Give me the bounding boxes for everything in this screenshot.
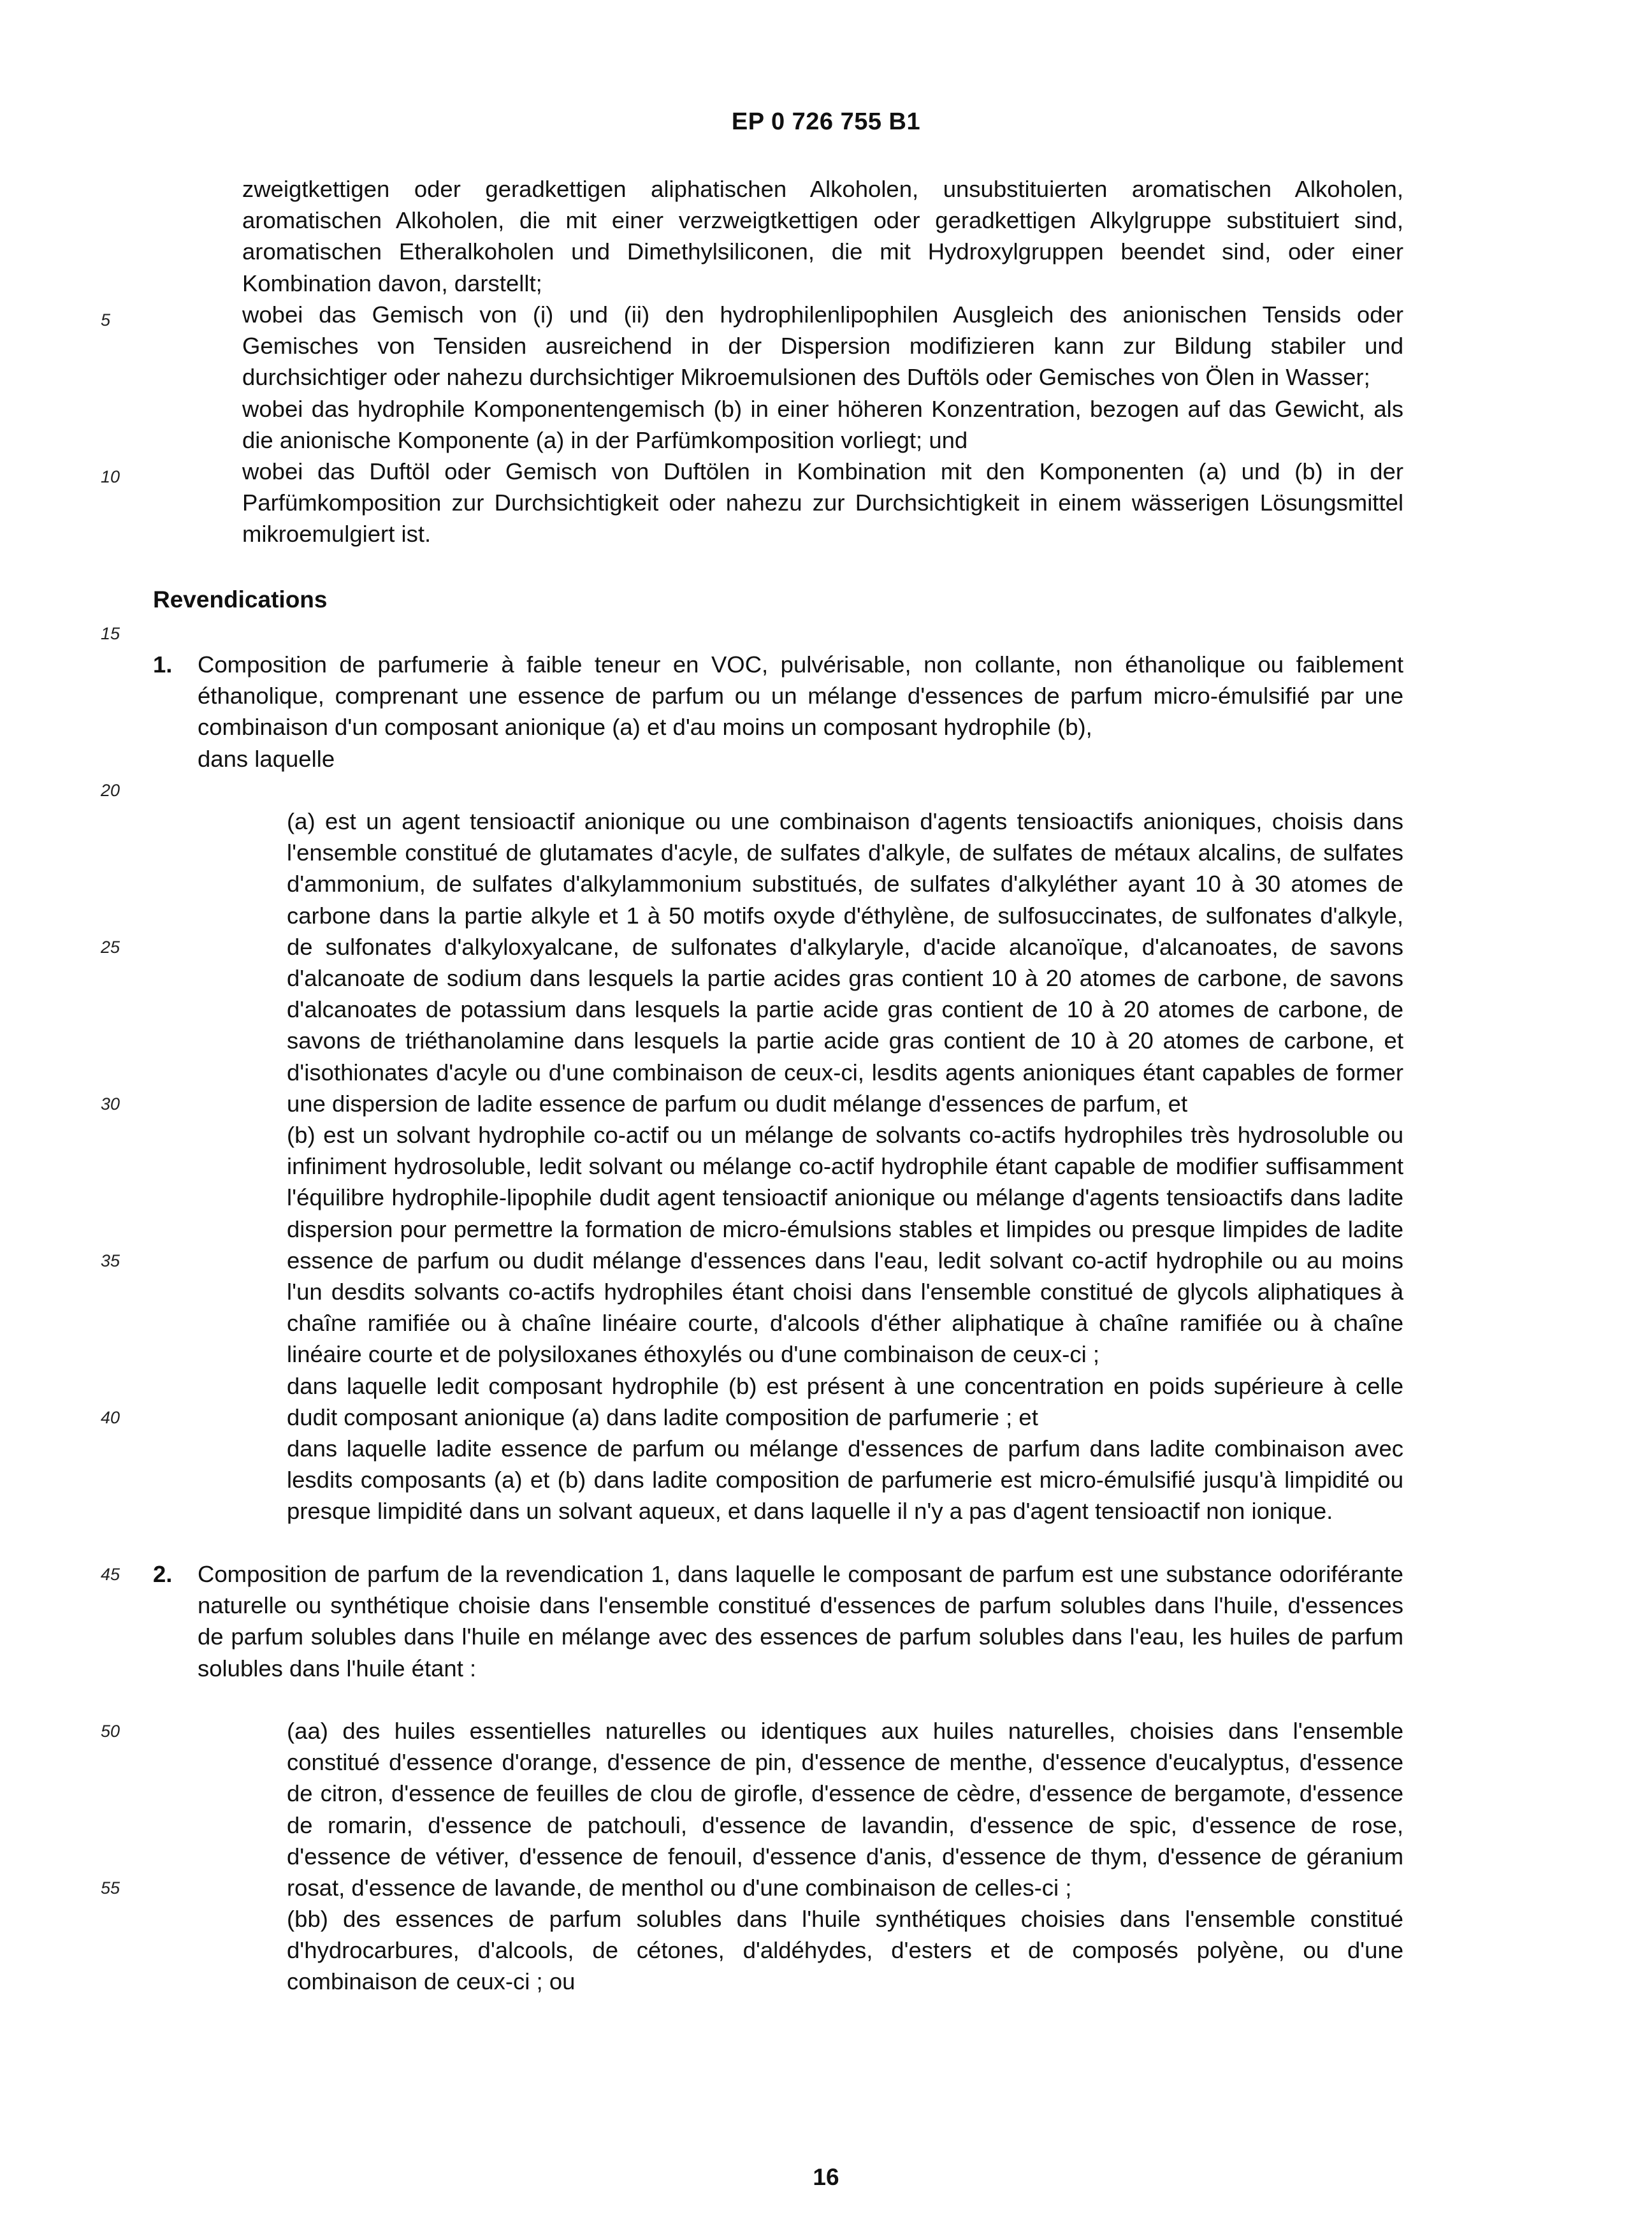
page-number: 16 bbox=[813, 2164, 839, 2190]
claim-2-item-bb: (bb) des essences de parfum solubles dans l'huile synthétiques choisies dans l'ensemble constitué d'hydrocarbures, d'alcools, de cétones, d'aldéhydes, d'esters et de composés polyène, ou d'une combinaison de ceux-ci ; ou bbox=[287, 1906, 1403, 1995]
claim-1-item-c: dans laquelle ledit composant hydrophile (b) est présent à une concentration en poids supérieure à celle dudit composant anionique (a) dans ladite composition de parfumerie ; et bbox=[287, 1373, 1403, 1431]
line-number: 40 bbox=[101, 1408, 120, 1427]
claim-2-intro: Composition de parfum de la revendication 1, dans laquelle le composant de parfum est une substance odoriférante naturelle ou synthétique choisie dans l'ensemble constitué d'essences de parfum solubles dans l'huile, d'essences de parfum solubles dans l'huile en mélange avec des essences de parfum solubles dans l'eau, les huiles de parfum solubles dans l'huile étant : bbox=[198, 1561, 1403, 1681]
line-number: 15 bbox=[101, 624, 120, 643]
section-heading: Revendications bbox=[153, 586, 328, 613]
line-number: 45 bbox=[101, 1565, 120, 1584]
line-number: 5 bbox=[101, 310, 111, 330]
german-paragraph-3: wobei das hydrophile Komponentengemisch (b) in einer höheren Konzentration, bezogen auf das Gewicht, als die anionische Komponente (a) in der Parfümkomposition vorliegt; und bbox=[242, 396, 1403, 454]
line-number: 25 bbox=[101, 938, 120, 957]
german-paragraph-4: wobei das Duftöl oder Gemisch von Duftölen in Kombination mit den Komponenten (a) und (b) in der Parfümkomposition zur Durchsichtigkeit oder nahezu zur Durchsichtigkeit in einem wässerigen Lösungsmittel mikroemulgiert ist. bbox=[242, 458, 1403, 548]
line-number: 10 bbox=[101, 467, 120, 486]
line-number: 50 bbox=[101, 1722, 120, 1741]
claim-1-intro-2: dans laquelle bbox=[198, 746, 335, 772]
claim-number: 2. bbox=[153, 1561, 173, 1587]
claim-1-item-a: (a) est un agent tensioactif anionique ou une combinaison d'agents tensioactifs anioniques, choisis dans l'ensemble constitué de glutamates d'acyle, de sulfates d'alkyle, de sulfates de métaux alcalins, de sulfates d'ammonium, de sulfates d'alkylammonium substitués, de sulfates d'alkyléther ayant 10 à 30 atomes de carbone dans la partie alkyle et 1 à 50 motifs oxyde d'éthylène, de sulfosuccinates, de sulfonates d'alkyle, de sulfonates d'alkyloxyalcane, de sulfonates d'alkylaryle, d'acide alcanoïque, d'alcanoates, de savons d'alcanoate de sodium dans lesquels la partie acides gras contient 10 à 20 atomes de carbone, de savons d'alcanoates de potassium dans lesquels la partie acide gras contient de 10 à 20 atomes de carbone, de savons de triéthanolamine dans lesquels la partie acide gras contient de 10 à 20 atomes de carbone, et d'isothionates d'acyle ou d'une combinaison de ceux-ci, lesdits agents anioniques étant capables de former une dispersion de ladite essence de parfum ou dudit mélange d'essences de parfum, et bbox=[287, 808, 1403, 1117]
claim-number: 1. bbox=[153, 651, 173, 678]
line-number: 35 bbox=[101, 1251, 120, 1270]
german-paragraph-1: zweigtkettigen oder geradkettigen aliphatischen Alkoholen, unsubstituierten aromatischen Alkoholen, aromatischen Alkoholen, die mit einer verzweigtkettigen oder geradkettigen Alkylgruppe substituiert sind, aromatischen Etheralkoholen und Dimethylsiliconen, die mit Hydroxylgruppen beendet sind, oder einer Kombination davon, darstellt; bbox=[242, 176, 1403, 296]
claim-1-item-d: dans laquelle ladite essence de parfum ou mélange d'essences de parfum dans ladite combinaison avec lesdits composants (a) et (b) dans ladite composition de parfumerie est micro-émulsifié jusqu'à limpidité ou presque limpidité dans un solvant aqueux, et dans laquelle il n'y a pas d'agent tensioactif non ionique. bbox=[287, 1435, 1403, 1525]
document-number: EP 0 726 755 B1 bbox=[731, 108, 921, 135]
line-number: 30 bbox=[101, 1094, 120, 1114]
claim-1-intro: Composition de parfumerie à faible teneur en VOC, pulvérisable, non collante, non éthanolique ou faiblement éthanolique, comprenant une essence de parfum ou un mélange d'essences de parfum micro-émulsifié par une combinaison d'un composant anionique (a) et d'au moins un composant hydrophile (b), bbox=[198, 651, 1403, 741]
line-number: 55 bbox=[101, 1878, 120, 1898]
german-paragraph-2: wobei das Gemisch von (i) und (ii) den hydrophilenlipophilen Ausgleich des anionischen Tensids oder Gemisches von Tensiden ausreichend in der Dispersion modifizieren kann zur Bildung stabiler und durchsichtiger oder nahezu durchsichtiger Mikroemulsionen des Duftöls oder Gemisches von Ölen in Wasser; bbox=[242, 301, 1403, 391]
line-number: 20 bbox=[101, 781, 120, 800]
claim-1-item-b: (b) est un solvant hydrophile co-actif ou un mélange de solvants co-actifs hydrophiles très hydrosoluble ou infiniment hydrosoluble, ledit solvant ou mélange co-actif hydrophile étant capable de modifier suffisamment l'équilibre hydrophile-lipophile dudit agent tensioactif anionique ou mélange d'agents tensioactifs dans ladite dispersion pour permettre la formation de micro-émulsions stables et limpides ou presque limpides de ladite essence de parfum ou dudit mélange d'essences dans l'eau, ledit solvant co-actif hydrophile ou au moins l'un desdits solvants co-actifs hydrophiles étant choisi dans l'ensemble constitué de glycols aliphatiques à chaîne ramifiée ou à chaîne linéaire courte, d'alcools d'éther aliphatique à chaîne ramifiée ou à chaîne linéaire courte et de polysiloxanes éthoxylés ou d'une combinaison de ceux-ci ; bbox=[287, 1122, 1403, 1368]
claim-2-item-aa: (aa) des huiles essentielles naturelles ou identiques aux huiles naturelles, choisies dans l'ensemble constitué d'essence d'orange, d'essence de pin, d'essence de menthe, d'essence d'eucalyptus, d'essence de citron, d'essence de feuilles de clou de girofle, d'essence de cèdre, d'essence de bergamote, d'essence de romarin, d'essence de patchouli, d'essence de lavandin, d'essence de spic, d'essence de rose, d'essence de vétiver, d'essence de fenouil, d'essence d'anis, d'essence de thym, d'essence de géranium rosat, d'essence de lavande, de menthol ou d'une combinaison de celles-ci ; bbox=[287, 1718, 1403, 1901]
